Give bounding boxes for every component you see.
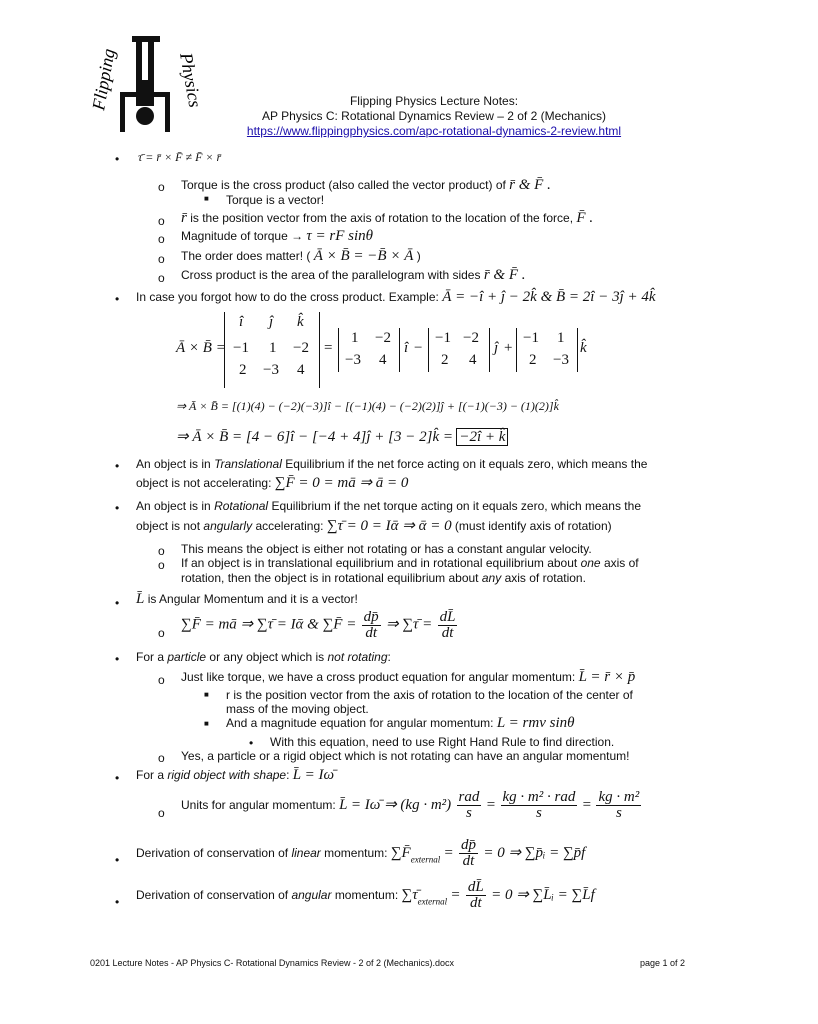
- units-frac-3: [596, 790, 641, 821]
- magnitude-math: L = rmv sinθ: [496, 715, 575, 731]
- translational-equilibrium: [136, 457, 647, 472]
- dl-num: dL̄: [439, 609, 456, 625]
- det-r2c2: 1: [269, 340, 277, 356]
- particle-r-def-2: mass of the moving object.: [226, 702, 369, 716]
- rotational-equilibrium-2: [136, 519, 612, 534]
- am-text: is Angular Momentum and it is a vector!: [147, 592, 358, 606]
- det-r3c3: 4: [297, 362, 305, 378]
- bullet-dot: •: [115, 895, 120, 909]
- re-sub2-d: rotation, then the object is in rotational equilibrium about: [181, 571, 479, 585]
- minor3-a: −1: [523, 330, 539, 346]
- te-text-c: Equilibrium if the net force acting on it equals zero, which means the: [285, 457, 648, 471]
- bullet-dot: •: [115, 501, 120, 515]
- re-sub2: [181, 556, 639, 571]
- cross-product-result: −2î + k̂: [456, 428, 508, 446]
- lin-c: momentum:: [324, 846, 388, 860]
- lin-m1: ∑F̄: [390, 845, 411, 861]
- bullet-dot: •: [115, 853, 120, 867]
- sub-bullet: o: [158, 544, 165, 558]
- square-bullet: ■: [204, 194, 209, 203]
- units-num-2: kg · m² · rad: [502, 789, 576, 805]
- det-r2c1: −1: [233, 340, 249, 356]
- bullet-dot: •: [115, 771, 120, 785]
- torque-is-vector: Torque is a vector!: [226, 193, 325, 207]
- angular-momentum-def: [136, 592, 358, 607]
- ang-den: dt: [469, 895, 482, 911]
- header-url-link[interactable]: https://www.flippingphysics.com/apc-rotational-dynamics-2-review.html: [246, 124, 622, 138]
- rigid-math: L̄ = Iω̄: [292, 767, 335, 783]
- ang-m2: =: [450, 887, 461, 903]
- cross-product-step1: ⇒ Ā × B̄ = [(1)(4) − (−2)(−3)]î − [(−1)(4) − (−2)(2)]ĵ + [(−1)(−3) − (1)(2)]k̂: [176, 399, 559, 413]
- lin-m3: = 0 ⇒ ∑p̄ᵢ = ∑p̄f: [483, 845, 586, 861]
- particle-sub1: [181, 670, 635, 685]
- translational-equilibrium-2: [136, 476, 408, 491]
- square-bullet: ■: [204, 690, 209, 699]
- sub-bullet: o: [158, 252, 165, 266]
- svg-text:Physics: Physics: [176, 51, 206, 109]
- sub-bullet: o: [158, 558, 165, 572]
- ang-m3: = 0 ⇒ ∑L̄ᵢ = ∑L̄f: [491, 887, 595, 903]
- sub-bullet: o: [158, 626, 165, 640]
- det-minor-1: [338, 328, 400, 372]
- parallelogram-math: r̄ & F̄ .: [483, 267, 526, 283]
- bullet-dot: •: [115, 152, 120, 166]
- particle-sub1-math: L̄ = r̄ × p̄: [578, 669, 636, 685]
- re-text-g: (must identify axis of rotation): [454, 519, 612, 533]
- det-3x3: [224, 312, 320, 388]
- dp-den: dt: [365, 625, 377, 641]
- particle-a: For a: [136, 650, 165, 664]
- unit-k: k̂: [580, 340, 587, 356]
- det-r1c1: î: [239, 314, 244, 330]
- lin-frac: [459, 838, 478, 869]
- te-text-a: An object is in: [136, 457, 211, 471]
- lin-num: dp̄: [461, 837, 477, 853]
- det-r1c3: k̂: [297, 314, 304, 330]
- cross-product-example-text: In case you forgot how to do the cross product. Example:: [136, 290, 439, 304]
- determinant-expansion: [176, 312, 596, 390]
- sub-bullet: o: [158, 214, 165, 228]
- re-math: ∑τ̄ = 0 = Iᾱ ⇒ ᾱ = 0: [326, 518, 452, 534]
- units-frac-2: [501, 790, 578, 821]
- det-minor-2: [428, 328, 490, 372]
- units-text: Units for angular momentum:: [181, 798, 336, 812]
- rad-per-s: [457, 790, 482, 821]
- units-den-2: s: [535, 805, 542, 821]
- re-sub2-f: axis of rotation.: [504, 571, 586, 585]
- dl-dt-fraction: [438, 610, 458, 641]
- parallelogram-text: Cross product is the area of the parallelogram with sides: [181, 268, 481, 282]
- units-angular-momentum: [181, 790, 643, 821]
- newton-second-law-rotational: [181, 610, 459, 641]
- re-sub1: This means the object is either not rotating or has a constant angular velocity.: [181, 542, 592, 556]
- units-eq-2: =: [582, 797, 592, 813]
- rigid-c: :: [286, 768, 290, 782]
- angular-momentum-conservation: [136, 880, 595, 911]
- sub-bullet: o: [158, 180, 165, 194]
- bullet-dot: •: [115, 459, 120, 473]
- dl-den: dt: [441, 625, 454, 641]
- lin-m2: =: [443, 845, 454, 861]
- cross-product-step2: [176, 430, 508, 445]
- parallelogram-area: [181, 268, 526, 283]
- det-minor-3: [516, 328, 578, 372]
- cross-product-step2-math: ⇒ Ā × B̄ = [4 − 6]î − [−4 + 4]ĵ + [3 − 2]k̂ =: [176, 429, 454, 445]
- lin-sub: external: [410, 854, 441, 865]
- particle-b: particle: [167, 650, 207, 664]
- minus-sign: −: [414, 340, 423, 356]
- re-sub2-c: axis of: [603, 556, 639, 570]
- minor2-d: 4: [469, 352, 477, 368]
- magnitude-text: And a magnitude equation for angular momentum:: [226, 716, 494, 730]
- re-text-a: An object is in: [136, 499, 211, 513]
- torque-magnitude: [181, 229, 373, 244]
- position-vector-def: [181, 211, 593, 226]
- torque-cross-product-eq: τ̄ = r̄ × F̄ ≠ F̄ × r̄: [138, 150, 222, 164]
- dp-num: dp̄: [363, 609, 379, 625]
- minor3-b: 1: [557, 330, 565, 346]
- bullet-dot: •: [249, 736, 254, 750]
- te-text-b: Translational: [214, 457, 282, 471]
- sub-bullet: o: [158, 751, 165, 765]
- det-r1c2: ĵ: [269, 314, 274, 330]
- ang-frac: [466, 880, 486, 911]
- det-r3c2: −3: [263, 362, 279, 378]
- rigid-a: For a: [136, 768, 165, 782]
- n2-math-b: ⇒ ∑τ̄ =: [386, 616, 433, 633]
- order-matters: [181, 249, 421, 264]
- torque-magnitude-text: Magnitude of torque →: [181, 229, 304, 243]
- bullet-dot: •: [115, 652, 120, 666]
- re-text-e: angularly: [203, 519, 253, 533]
- minor1-c: −3: [345, 352, 361, 368]
- re-text-b: Rotational: [214, 499, 269, 513]
- minor1-a: 1: [351, 330, 359, 346]
- particle-r-def: r is the position vector from the axis of rotation to the location of the center of: [226, 688, 633, 702]
- particle-d: not rotating: [327, 650, 388, 664]
- sub-bullet: o: [158, 271, 165, 285]
- dp-dt-fraction: [362, 610, 381, 641]
- cross-product-example-math: Ā = −î + ĵ − 2k̂ & B̄ = 2î − 3ĵ + 4k̂: [442, 289, 656, 305]
- ang-a: Derivation of conservation of: [136, 888, 289, 902]
- rigid-b: rigid object with shape: [167, 768, 287, 782]
- ang-num: dL̄: [467, 879, 484, 895]
- minor3-c: 2: [529, 352, 537, 368]
- position-vector-symbol: r̄: [181, 210, 187, 226]
- sub-bullet: o: [158, 673, 165, 687]
- ang-sub: external: [417, 896, 448, 907]
- am-symbol: L̄: [136, 591, 145, 607]
- order-matters-math: Ā × B̄ = −B̄ × Ā: [313, 248, 414, 264]
- sub-bullet: o: [158, 806, 165, 820]
- det-equals: =: [324, 340, 333, 356]
- footer-page-number: page 1 of 2: [640, 958, 686, 968]
- footer-filename: 0201 Lecture Notes - AP Physics C- Rotational Dynamics Review - 2 of 2 (Mechanics).docx: [90, 958, 454, 968]
- minor2-a: −1: [435, 330, 451, 346]
- position-vector-text: is the position vector from the axis of rotation to the location of the force,: [190, 211, 574, 225]
- svg-text:Flipping: Flipping: [88, 47, 119, 112]
- particle-sub1-text: Just like torque, we have a cross product equation for angular momentum:: [181, 670, 576, 684]
- det-lhs: Ā × B̄ =: [176, 340, 226, 356]
- particle-e: :: [387, 650, 391, 664]
- plus-sign: +: [504, 340, 513, 356]
- re-sub2-e: any: [481, 571, 502, 585]
- re-sub2-b: one: [580, 556, 601, 570]
- ang-c: momentum:: [334, 888, 399, 902]
- re-sub2-a: If an object is in translational equilibrium and in rotational equilibrium about: [181, 556, 578, 570]
- lin-a: Derivation of conservation of: [136, 846, 289, 860]
- linear-momentum-conservation: [136, 838, 585, 869]
- cross-product-example: [136, 290, 656, 305]
- square-bullet: ■: [204, 719, 209, 728]
- bullet-dot: •: [115, 596, 120, 610]
- te-text-d: object is not accelerating:: [136, 476, 272, 490]
- unit-i: î: [404, 340, 409, 356]
- lin-b: linear: [291, 846, 321, 860]
- torque-definition-math: r̄ & F̄ .: [509, 177, 551, 193]
- right-hand-rule: With this equation, need to use Right Hand Rule to find direction.: [270, 735, 615, 749]
- particle-heading: [136, 650, 391, 665]
- bullet-dot: •: [115, 292, 120, 306]
- torque-definition-text: Torque is the cross product (also called the vector product) of: [181, 178, 506, 192]
- particle-c: or any object which is: [209, 650, 325, 664]
- n2-math-a: ∑F̄ = mā ⇒ ∑τ̄ = Iᾱ & ∑F̄ =: [181, 616, 357, 633]
- rotational-equilibrium: [136, 499, 641, 514]
- torque-definition: [181, 178, 551, 193]
- minor2-c: 2: [441, 352, 449, 368]
- ang-m1: ∑τ̄: [401, 887, 418, 903]
- unit-j: ĵ: [494, 340, 499, 356]
- header-line1: Flipping Physics Lecture Notes:: [349, 94, 519, 108]
- minor2-b: −2: [463, 330, 479, 346]
- ang-b: angular: [291, 888, 332, 902]
- particle-sub2: Yes, a particle or a rigid object which is not rotating can have an angular momentum!: [181, 749, 630, 763]
- order-matters-text: The order does matter! (: [181, 249, 311, 263]
- units-eq-1: =: [486, 797, 496, 813]
- force-symbol: F̄ .: [576, 210, 594, 226]
- rigid-object-heading: [136, 768, 334, 783]
- det-r2c3: −2: [293, 340, 309, 356]
- units-math-1: L̄ = Iω̄ ⇒ (kg · m²): [339, 797, 452, 813]
- units-den-3: s: [615, 805, 622, 821]
- header-url[interactable]: [50, 124, 818, 139]
- rad-den: s: [466, 805, 472, 821]
- sub-bullet: o: [158, 232, 165, 246]
- torque-magnitude-math: τ = rF sinθ: [306, 228, 374, 244]
- units-num-3: kg · m²: [598, 789, 640, 805]
- minor3-d: −3: [553, 352, 569, 368]
- minor1-d: 4: [379, 352, 387, 368]
- header-line2: AP Physics C: Rotational Dynamics Review – 2 of 2 (Mechanics): [262, 109, 606, 123]
- det-r3c1: 2: [239, 362, 247, 378]
- rad-num: rad: [458, 789, 480, 805]
- lin-den: dt: [462, 853, 475, 869]
- re-sub2-line2: [181, 571, 586, 586]
- order-matters-close: ): [416, 249, 421, 263]
- te-math: ∑F̄ = 0 = mā ⇒ ā = 0: [274, 475, 409, 491]
- re-text-f: accelerating:: [255, 519, 324, 533]
- minor1-b: −2: [375, 330, 391, 346]
- magnitude-equation: [226, 716, 575, 731]
- re-text-c: Equilibrium if the net torque acting on it equals zero, which means the: [271, 499, 641, 513]
- re-text-d: object is not: [136, 519, 201, 533]
